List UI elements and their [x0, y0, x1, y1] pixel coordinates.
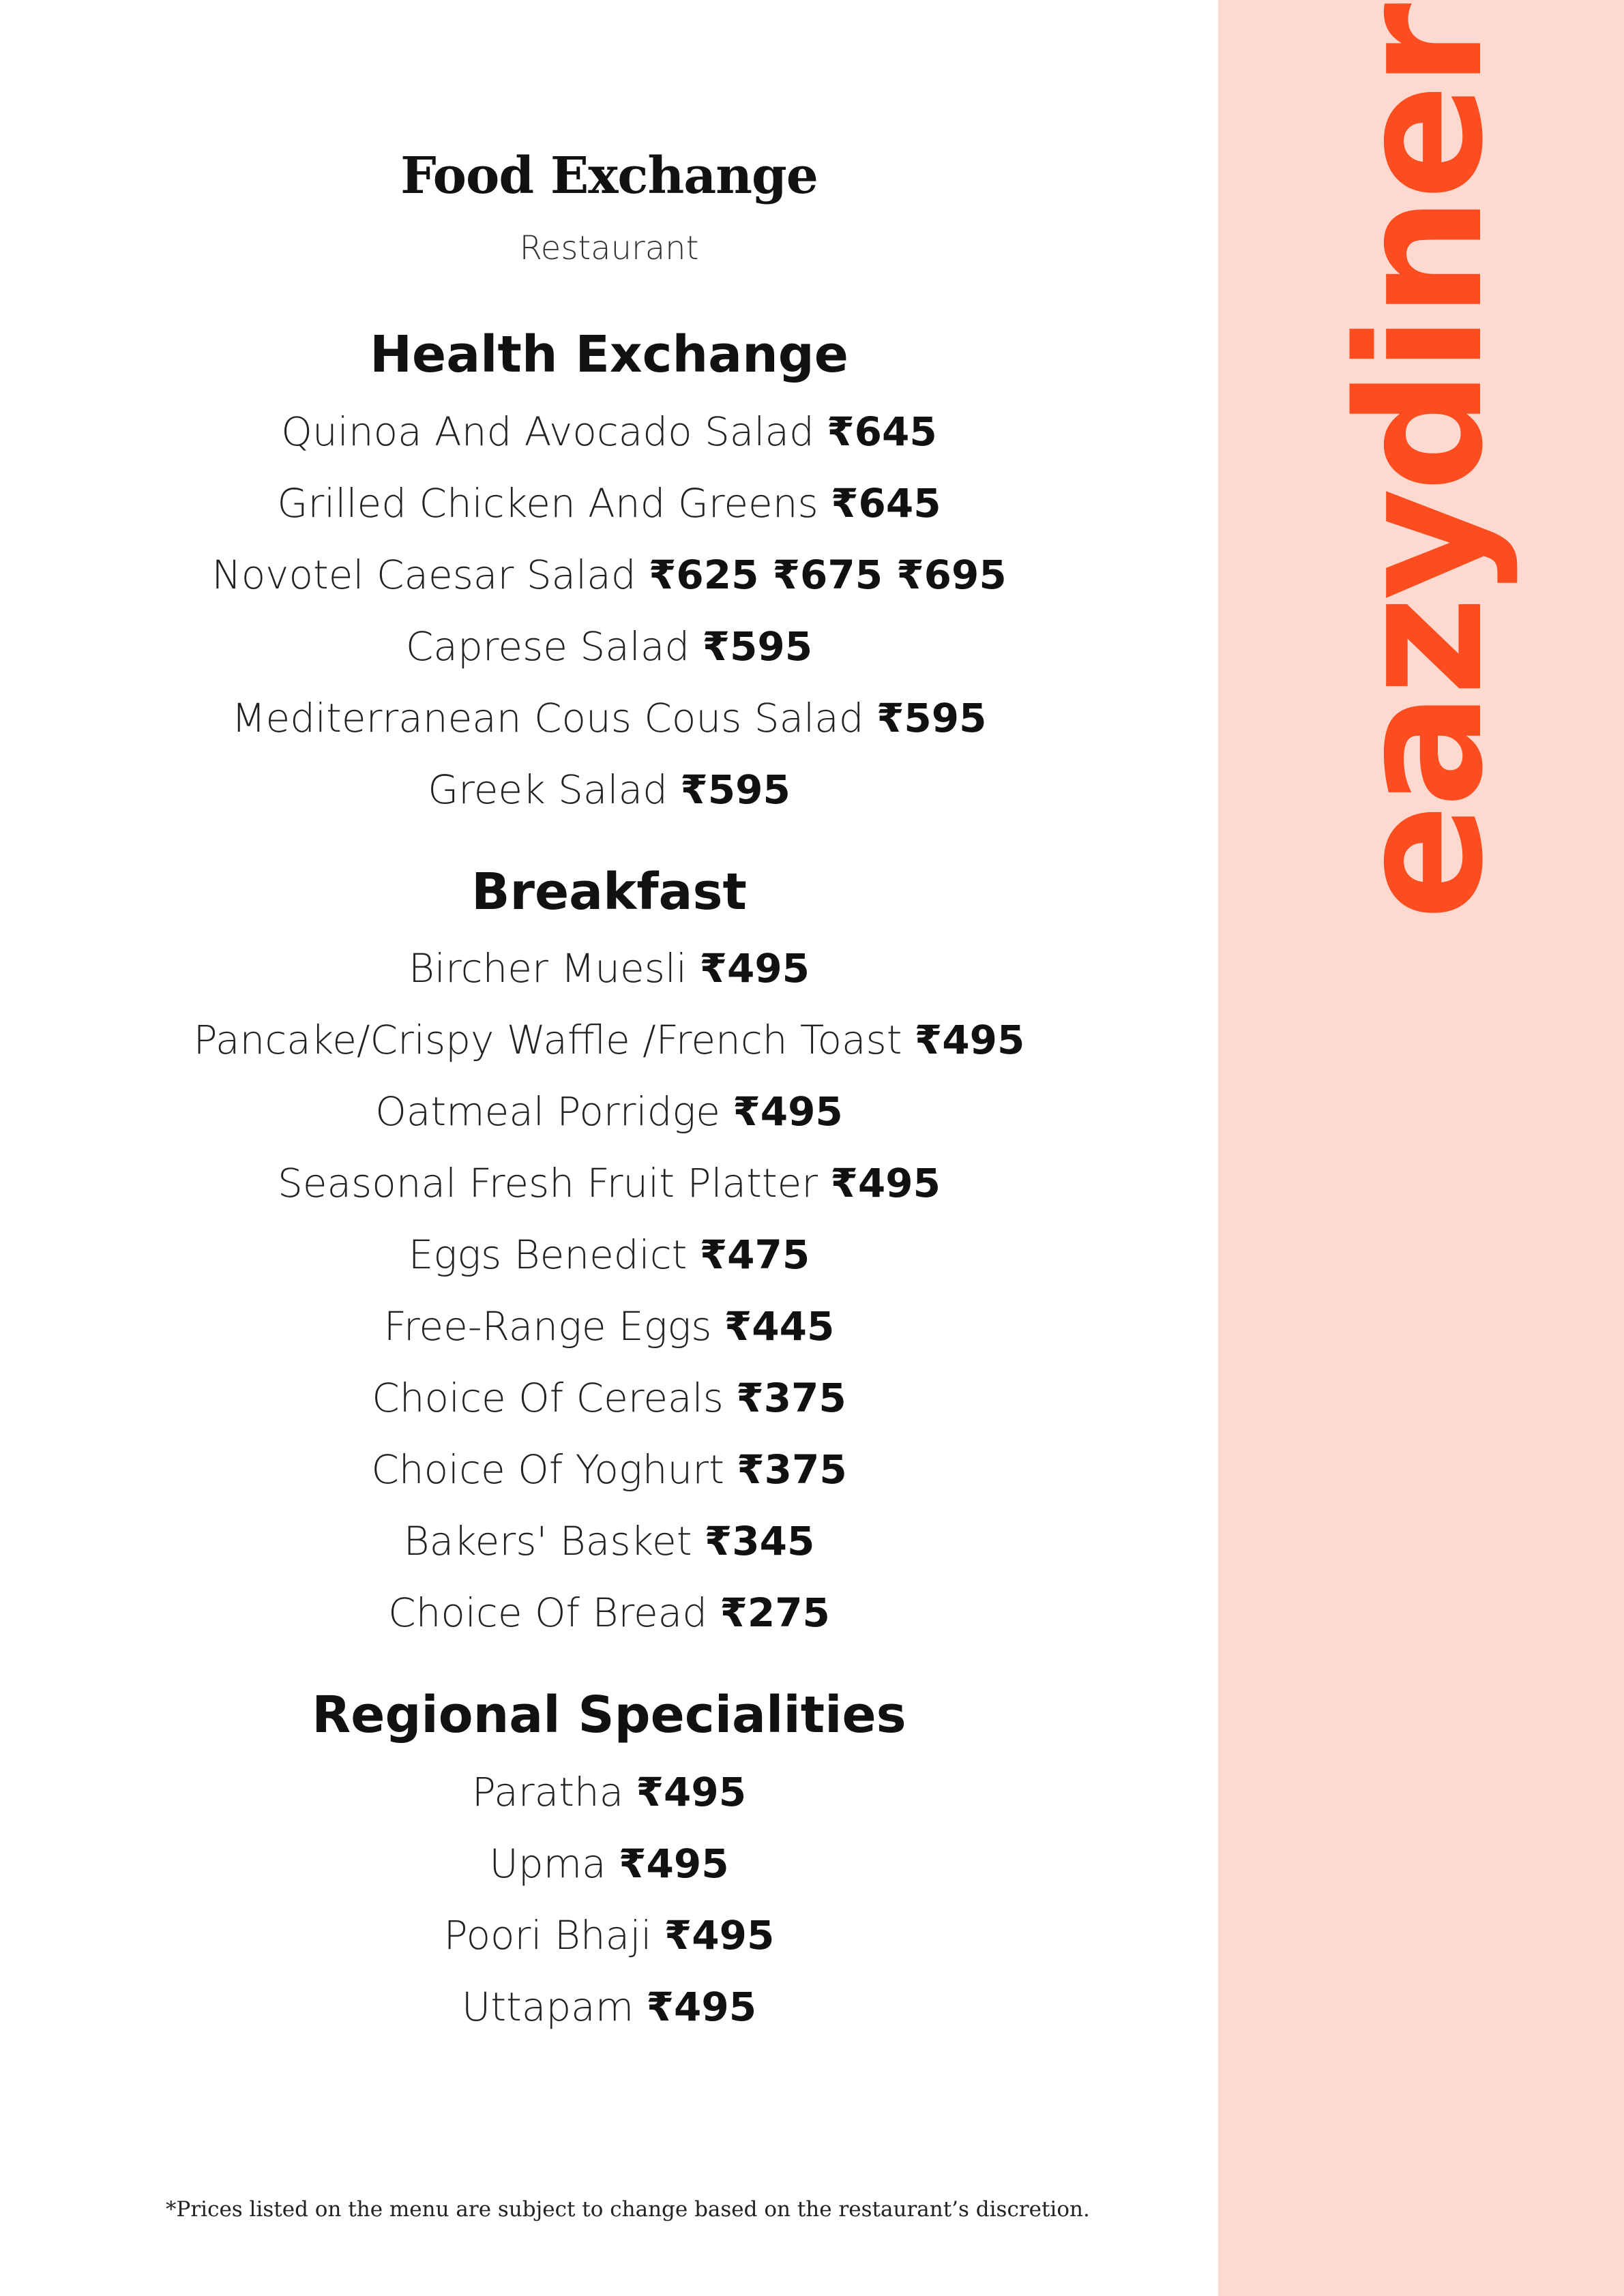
item-name: Quinoa And Avocado Salad: [281, 408, 814, 455]
menu-item: [0, 1148, 1218, 1219]
item-price: ₹345: [704, 1518, 815, 1564]
item-price: ₹495: [830, 1160, 941, 1206]
menu-item: [0, 933, 1218, 1004]
item-price: ₹445: [724, 1303, 835, 1350]
item-price: ₹495: [646, 1984, 757, 2030]
item-name: Eggs Benedict: [408, 1232, 688, 1278]
menu-item: [0, 754, 1218, 826]
menu-item: [0, 1291, 1218, 1362]
item-price: ₹495: [914, 1017, 1025, 1063]
item-name: Seasonal Fresh Fruit Platter: [278, 1160, 818, 1206]
restaurant-name: Food Exchange: [400, 147, 818, 205]
item-name: Choice Of Cereals: [372, 1375, 724, 1421]
menu-item: [0, 1971, 1218, 2043]
item-price: ₹375: [737, 1446, 847, 1493]
menu-item: [0, 1434, 1218, 1506]
logo-text: eazydiner: [1321, 7, 1521, 921]
menu-item: [0, 1506, 1218, 1577]
item-name: Bakers' Basket: [403, 1518, 692, 1564]
item-price: ₹645: [831, 480, 941, 526]
menu-list-regional-specialities: [0, 1757, 1218, 2043]
menu-item: [0, 1004, 1218, 1076]
menu-item: [0, 611, 1218, 683]
item-price: ₹625 ₹675 ₹695: [649, 552, 1007, 598]
menu-item: [0, 1828, 1218, 1900]
menu-item: [0, 1900, 1218, 1971]
item-name: Poori Bhaji: [443, 1912, 652, 1958]
item-name: Bircher Muesli: [408, 945, 688, 992]
item-price: ₹475: [699, 1232, 810, 1278]
section-title-health-exchange: Health Exchange: [370, 325, 848, 384]
menu-item: [0, 1362, 1218, 1434]
restaurant-type: Restaurant: [519, 229, 699, 267]
item-price: ₹275: [720, 1590, 830, 1636]
menu-item: [0, 468, 1218, 539]
item-name: Greek Salad: [428, 766, 668, 813]
item-price: ₹495: [636, 1769, 747, 1815]
menu-item: [0, 539, 1218, 611]
item-price: ₹595: [702, 623, 813, 670]
item-name: Choice Of Yoghurt: [371, 1446, 724, 1493]
item-name: Grilled Chicken And Greens: [277, 480, 818, 526]
item-name: Upma: [489, 1840, 606, 1887]
item-price: ₹595: [876, 695, 987, 741]
menu-item: [0, 683, 1218, 754]
item-price: ₹495: [699, 945, 810, 992]
item-price: ₹645: [827, 408, 937, 455]
item-price: ₹495: [733, 1088, 843, 1135]
menu-item: [0, 1076, 1218, 1148]
item-name: Choice Of Bread: [388, 1590, 708, 1636]
item-price: ₹595: [680, 766, 791, 813]
item-name: Pancake/Crispy Waffle /French Toast: [193, 1017, 902, 1063]
price-disclaimer: *Prices listed on the menu are subject to change based on the restaurant’s discretion.: [166, 2197, 1090, 2222]
item-price: ₹495: [664, 1912, 775, 1958]
menu-item: [0, 1577, 1218, 1649]
section-title-breakfast: Breakfast: [471, 863, 747, 921]
section-title-regional-specialities: Regional Specialities: [312, 1686, 906, 1744]
menu-list-health-exchange: [0, 396, 1218, 826]
menu-item: [0, 1219, 1218, 1291]
item-price: ₹375: [736, 1375, 846, 1421]
item-name: Novotel Caesar Salad: [211, 552, 636, 598]
item-name: Free-Range Eggs: [383, 1303, 712, 1350]
item-name: Mediterranean Cous Cous Salad: [231, 695, 864, 741]
menu-item: [0, 1757, 1218, 1828]
item-name: Oatmeal Porridge: [375, 1088, 720, 1135]
item-name: Uttapam: [461, 1984, 634, 2030]
item-name: Paratha: [471, 1769, 624, 1815]
item-name: Caprese Salad: [405, 623, 690, 670]
menu-item: [0, 396, 1218, 468]
item-price: ₹495: [619, 1840, 729, 1887]
menu-list-breakfast: [0, 933, 1218, 1649]
